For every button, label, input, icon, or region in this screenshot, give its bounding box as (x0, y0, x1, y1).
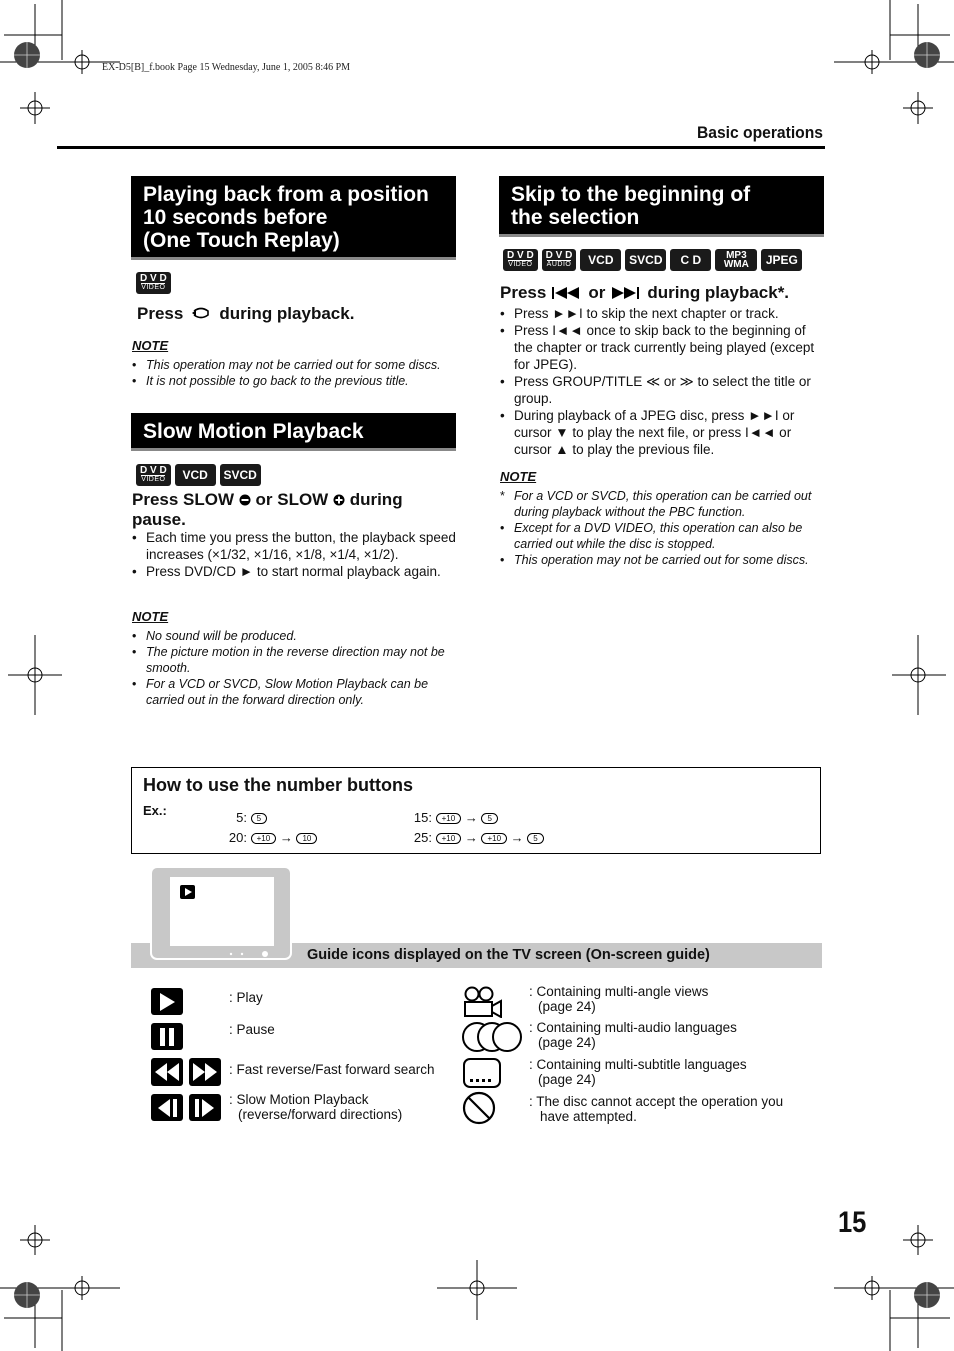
example-row: 25: +10 → +10 → 5 (407, 830, 607, 845)
cd-badge: C D (670, 249, 711, 271)
slow-reverse-icon (151, 1094, 183, 1121)
number-buttons-box (131, 767, 821, 854)
dvd-audio-badge: D V D AUDIO (542, 249, 577, 271)
guide-title: Guide icons displayed on the TV screen (On-screen guide) (307, 947, 710, 963)
one-touch-instruction: Press during playback. (137, 304, 355, 323)
guide-label: : Containing multi-audio languages (page 24) (529, 1020, 737, 1050)
pause-icon (151, 1023, 183, 1050)
guide-label: : The disc cannot accept the operation you have attempted. (529, 1094, 784, 1124)
bullet-item: • Press DVD/CD ► to start normal playback again. (132, 563, 457, 580)
svcd-badge: SVCD (220, 464, 261, 486)
slow-motion-instruction: Press SLOW or SLOW during pause. (132, 490, 403, 529)
tv-screen-icon (150, 866, 292, 961)
skip-title: Skip to the beginning of the selection (499, 176, 824, 237)
number-key: +10 (251, 833, 277, 844)
bullet-item: • Press I◄◄ once to skip back to the beginning of the chapter or track currently being played (except for JPEG). (500, 322, 825, 373)
number-buttons-title: How to use the number buttons (143, 775, 413, 795)
guide-label: : Containing multi-angle views (page 24) (529, 984, 709, 1014)
multi-audio-icon (461, 1020, 523, 1054)
slow-motion-bullets (132, 529, 457, 580)
dvd-video-badge: D V D VIDEO (503, 249, 538, 271)
example-row: 5: 5 (222, 810, 372, 825)
skip-badges (503, 249, 802, 271)
guide-label: : Containing multi-subtitle languages (page 24) (529, 1057, 747, 1087)
guide-label: : Play (229, 990, 263, 1005)
bullet-item: • During playback of a JPEG disc, press ►►I or cursor ▼ to play the next file, or press I◄◄ or cursor ▲ to play the previous file. (500, 407, 825, 458)
number-key: 5 (481, 813, 497, 824)
multi-angle-icon (462, 986, 504, 1018)
slow-motion-notes (132, 628, 457, 708)
prohibited-icon (462, 1091, 496, 1125)
skip-bullets (500, 305, 825, 458)
one-touch-title: Playing back from a position 10 seconds before (One Touch Replay) (131, 176, 456, 260)
one-touch-notes (132, 357, 454, 389)
page-number: 15 (838, 1206, 867, 1239)
skip-instruction: Press or during playback*. (500, 283, 790, 302)
multi-subtitle-icon (462, 1057, 502, 1089)
ex-label: Ex.: (143, 803, 167, 818)
mp3-wma-badge: MP3 WMA (715, 249, 757, 271)
section-label: Basic operations (696, 123, 823, 142)
number-key: +10 (481, 833, 507, 844)
svcd-badge: SVCD (625, 249, 666, 271)
skip-notes (500, 488, 825, 568)
bullet-item: • Press GROUP/TITLE ≪ or ≫ to select the title or group. (500, 373, 825, 407)
slow-motion-note-heading: NOTE (132, 609, 169, 624)
note-item: • No sound will be produced. (132, 628, 457, 644)
slow-forward-icon (333, 494, 345, 506)
note-item: • The picture motion in the reverse direction may not be smooth. (132, 644, 457, 676)
number-key: 5 (527, 833, 543, 844)
vcd-badge: VCD (175, 464, 216, 486)
play-icon (151, 988, 183, 1015)
guide-label: : Slow Motion Playback (reverse/forward directions) (229, 1092, 403, 1122)
slow-motion-title: Slow Motion Playback (131, 413, 456, 451)
guide-label: : Fast reverse/Fast forward search (229, 1062, 435, 1077)
note-item: • For a VCD or SVCD, Slow Motion Playback can be carried out in the forward direction only. (132, 676, 457, 708)
number-key: 5 (251, 813, 267, 824)
slow-motion-badges (136, 464, 261, 486)
fast-forward-icon (189, 1058, 221, 1086)
number-key: 10 (296, 833, 317, 844)
replay-icon (191, 307, 211, 321)
slow-reverse-icon (239, 494, 251, 506)
bullet-item: • Each time you press the button, the playback speed increases (×1/32, ×1/16, ×1/8, ×1/4, ×1/2). (132, 529, 457, 563)
print-header: EX-D5[B]_f.book Page 15 Wednesday, June 1, 2005 8:46 PM (102, 62, 351, 73)
one-touch-badges (136, 272, 171, 294)
number-key: +10 (436, 813, 462, 824)
skip-forward-icon (610, 287, 642, 299)
note-item: • Except for a DVD VIDEO, this operation can also be carried out while the disc is stopped. (500, 520, 825, 552)
slow-forward-icon (189, 1094, 221, 1121)
header-rule (57, 146, 825, 149)
jpeg-badge: JPEG (761, 249, 802, 271)
vcd-badge: VCD (580, 249, 621, 271)
note-item: • It is not possible to go back to the previous title. (132, 373, 454, 389)
bullet-item: • Press ►►I to skip the next chapter or track. (500, 305, 825, 322)
number-key: +10 (436, 833, 462, 844)
guide-label: : Pause (229, 1022, 275, 1037)
example-row: 20: +10 → 10 (222, 830, 392, 845)
dvd-video-badge: D V D VIDEO (136, 272, 171, 294)
dvd-video-badge: D V D VIDEO (136, 464, 171, 486)
skip-back-icon (551, 287, 583, 299)
skip-note-heading: NOTE (500, 469, 537, 484)
example-row: 15: +10 → 5 (407, 810, 577, 825)
fast-reverse-icon (151, 1058, 183, 1086)
note-item: * For a VCD or SVCD, this operation can be carried out during playback without the PBC function. (500, 488, 825, 520)
note-item: • This operation may not be carried out for some discs. (132, 357, 454, 373)
note-item: • This operation may not be carried out for some discs. (500, 552, 825, 568)
one-touch-note-heading: NOTE (132, 338, 169, 353)
